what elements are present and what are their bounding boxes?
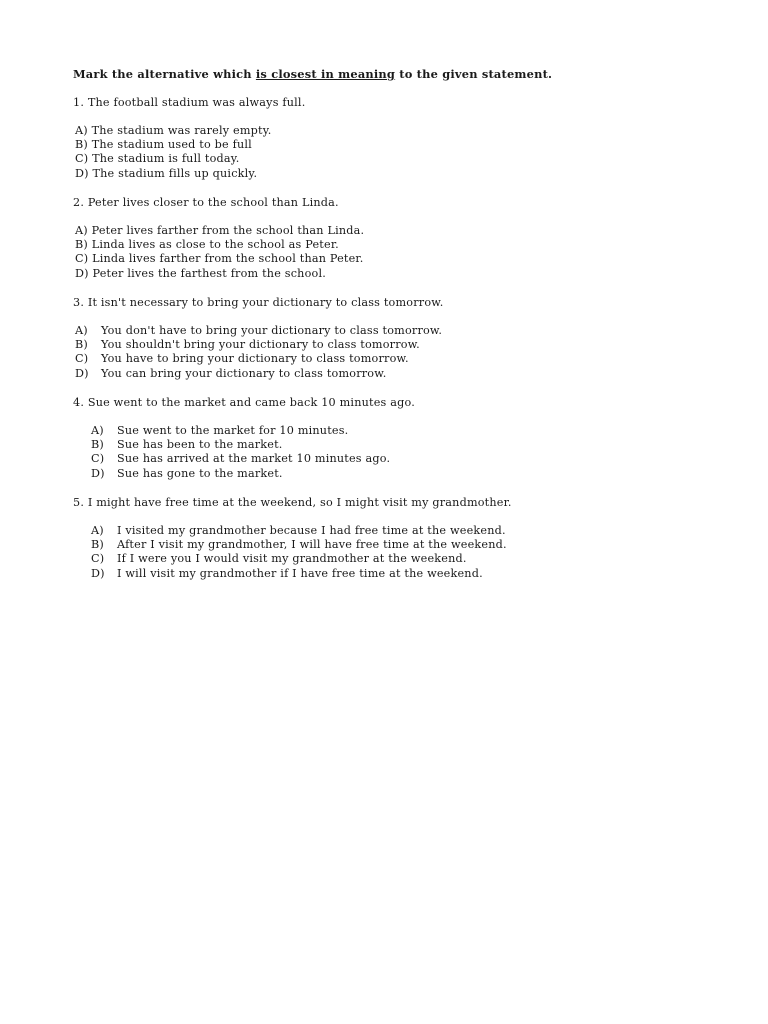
question-2-option-d: D) Peter lives the farthest from the school. — [75, 267, 326, 280]
option-text: Sue went to the market for 10 minutes. — [117, 424, 349, 437]
question-2-option-b: B) Linda lives as close to the school as Peter. — [75, 238, 339, 251]
question-3-option-d — [75, 367, 386, 381]
question-1-option-c: C) The stadium is full today. — [75, 152, 240, 165]
option-text: I will visit my grandmother if I have free time at the weekend. — [117, 567, 483, 580]
option-text: You shouldn't bring your dictionary to class tomorrow. — [101, 338, 420, 351]
question-3-option-a — [75, 324, 442, 338]
question-5-option-c — [91, 552, 467, 566]
option-label: D) — [91, 567, 105, 580]
question-2-stem: 2. Peter lives closer to the school than Linda. — [73, 196, 339, 209]
question-4-option-c — [91, 452, 390, 466]
option-label: D) — [91, 467, 105, 480]
question-3-option-b — [75, 338, 420, 352]
option-text: I visited my grandmother because I had free time at the weekend. — [117, 524, 506, 537]
option-label: C) — [91, 552, 105, 565]
question-1-option-a: A) The stadium was rarely empty. — [75, 124, 272, 137]
option-label: A) — [91, 524, 104, 537]
question-3-option-c — [75, 352, 409, 366]
question-1-option-d: D) The stadium fills up quickly. — [75, 167, 258, 180]
option-text: If I were you I would visit my grandmother at the weekend. — [117, 552, 467, 565]
option-label: A) — [91, 424, 104, 437]
instruction-part1: Mark the alternative which — [73, 67, 256, 81]
option-text: Sue has been to the market. — [117, 438, 283, 451]
question-4-option-b — [91, 438, 283, 452]
option-label: B) — [91, 538, 104, 551]
option-label: C) — [75, 352, 89, 365]
question-5-option-d — [91, 567, 483, 581]
instruction-part3: to the given statement. — [395, 67, 553, 81]
question-4-option-a — [91, 424, 348, 438]
question-5-stem: 5. I might have free time at the weekend, so I might visit my grandmother. — [73, 496, 512, 509]
question-1-stem: 1. The football stadium was always full. — [73, 96, 306, 109]
option-label: D) — [75, 367, 89, 380]
question-4-option-d — [91, 467, 283, 481]
option-label: B) — [75, 338, 88, 351]
option-text: Sue has gone to the market. — [117, 467, 283, 480]
question-2-option-c: C) Linda lives farther from the school than Peter. — [75, 252, 364, 265]
option-text: You don't have to bring your dictionary to class tomorrow. — [101, 324, 443, 337]
instruction-emphasis: is closest in meaning — [255, 67, 396, 81]
question-1-option-b: B) The stadium used to be full — [75, 138, 252, 151]
question-2-option-a: A) Peter lives farther from the school than Linda. — [75, 224, 365, 237]
option-label: C) — [91, 452, 105, 465]
option-label: A) — [75, 324, 88, 337]
option-text: You have to bring your dictionary to class tomorrow. — [101, 352, 409, 365]
question-5-option-a — [91, 524, 506, 538]
option-text: You can bring your dictionary to class tomorrow. — [101, 367, 387, 380]
instruction-heading — [73, 67, 552, 81]
question-4-stem: 4. Sue went to the market and came back 10 minutes ago. — [73, 396, 415, 409]
option-text: After I visit my grandmother, I will have free time at the weekend. — [117, 538, 507, 551]
option-text: Sue has arrived at the market 10 minutes ago. — [117, 452, 391, 465]
option-label: B) — [91, 438, 104, 451]
question-5-option-b — [91, 538, 507, 552]
question-3-stem: 3. It isn't necessary to bring your dictionary to class tomorrow. — [73, 296, 444, 309]
